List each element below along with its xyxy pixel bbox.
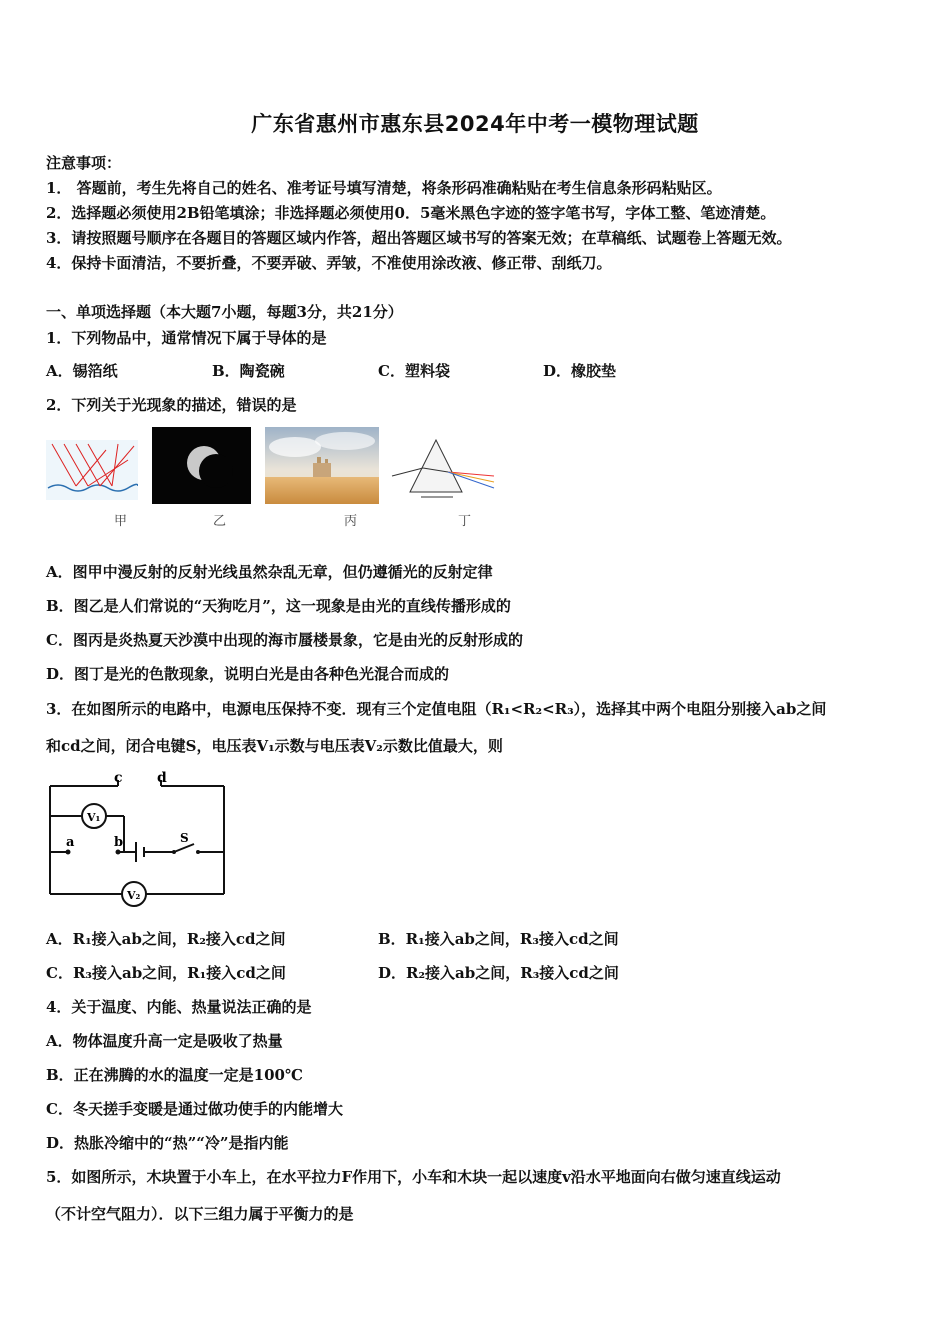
question-1-stem: 1．下列物品中，通常情况下属于导体的是 bbox=[46, 329, 327, 347]
question-3-stem-line2: 和cd之间，闭合电键S，电压表V₁示数与电压表V₂示数比值最大，则 bbox=[46, 737, 503, 755]
mirage-figure bbox=[265, 427, 379, 504]
q3-option-c: C．R₃接入ab之间，R₁接入cd之间 bbox=[46, 964, 286, 982]
question-3-stem-line1: 3．在如图所示的电路中，电源电压保持不变．现有三个定值电阻（R₁<R₂<R₃），选择其中两个电阻分别接入ab之间 bbox=[46, 700, 827, 718]
circuit-label-s: S bbox=[180, 831, 189, 845]
q3-option-d: D．R₂接入ab之间，R₃接入cd之间 bbox=[378, 964, 619, 982]
q1-option-b: B．陶瓷碗 bbox=[212, 362, 285, 380]
q2-option-d: D．图丁是光的色散现象，说明白光是由各种色光混合而成的 bbox=[46, 665, 450, 683]
q2-option-b: B．图乙是人们常说的“天狗吃月”，这一现象是由光的直线传播形成的 bbox=[46, 597, 511, 615]
q4-option-a: A．物体温度升高一定是吸收了热量 bbox=[46, 1032, 283, 1050]
circuit-label-b: b bbox=[114, 835, 124, 850]
section-heading: 一、单项选择题（本大题7小题，每题3分，共21分） bbox=[46, 303, 403, 321]
circuit-label-v2: V₂ bbox=[127, 889, 141, 902]
diffuse-reflection-figure bbox=[46, 440, 138, 500]
q1-option-a: A．锡箔纸 bbox=[46, 362, 118, 380]
q4-option-c: C．冬天搓手变暖是通过做功使手的内能增大 bbox=[46, 1100, 343, 1118]
circuit-label-d: d bbox=[157, 770, 167, 786]
q3-option-b: B．R₁接入ab之间，R₃接入cd之间 bbox=[378, 930, 619, 948]
page-title: 广东省惠州市惠东县2024年中考一模物理试题 bbox=[251, 112, 699, 136]
notice-item: 3．请按照题号顺序在各题目的答题区域内作答，超出答题区域书写的答案无效；在草稿纸、试题卷上答题无效。 bbox=[46, 229, 792, 247]
figure-caption-yi: 乙 bbox=[213, 514, 227, 529]
notice-item: 4．保持卡面清洁，不要折叠，不要弄破、弄皱，不准使用涂改液、修正带、刮纸刀。 bbox=[46, 254, 612, 272]
figure-caption-bing: 丙 bbox=[344, 514, 358, 529]
q1-option-d: D．橡胶垫 bbox=[543, 362, 617, 380]
q1-option-c: C．塑料袋 bbox=[378, 362, 450, 380]
notice-heading: 注意事项： bbox=[46, 154, 122, 172]
prism-dispersion-figure bbox=[390, 436, 496, 500]
q2-option-a: A．图甲中漫反射的反射光线虽然杂乱无章，但仍遵循光的反射定律 bbox=[46, 563, 493, 581]
q4-option-b: B．正在沸腾的水的温度一定是100℃ bbox=[46, 1066, 303, 1084]
question-2-stem: 2．下列关于光现象的描述，错误的是 bbox=[46, 396, 297, 414]
question-4-stem: 4．关于温度、内能、热量说法正确的是 bbox=[46, 998, 312, 1016]
question-5-stem-line1: 5．如图所示，木块置于小车上，在水平拉力F作用下，小车和木块一起以速度v沿水平地面向右做匀速直线运动 bbox=[46, 1168, 781, 1186]
figure-caption-jia: 甲 bbox=[114, 514, 128, 529]
circuit-label-a: a bbox=[66, 835, 75, 850]
lunar-eclipse-figure bbox=[152, 427, 251, 504]
question-5-stem-line2: （不计空气阻力）．以下三组力属于平衡力的是 bbox=[46, 1205, 354, 1223]
figure-caption-ding: 丁 bbox=[458, 514, 472, 529]
circuit-label-v1: V₁ bbox=[87, 811, 101, 824]
q2-option-c: C．图丙是炎热夏天沙漠中出现的海市蜃楼景象，它是由光的反射形成的 bbox=[46, 631, 523, 649]
q4-option-d: D．热胀冷缩中的“热”“冷”是指内能 bbox=[46, 1134, 289, 1152]
circuit-label-c: c bbox=[114, 770, 123, 786]
notice-item: 1． 答题前，考生先将自己的姓名、准考证号填写清楚，将条形码准确粘贴在考生信息条形码粘贴区。 bbox=[46, 179, 722, 197]
q3-option-a: A．R₁接入ab之间，R₂接入cd之间 bbox=[46, 930, 286, 948]
notice-item: 2．选择题必须使用2B铅笔填涂；非选择题必须使用0．5毫米黑色字迹的签字笔书写，字体工整、笔迹清楚。 bbox=[46, 204, 776, 222]
circuit-diagram bbox=[44, 770, 230, 916]
